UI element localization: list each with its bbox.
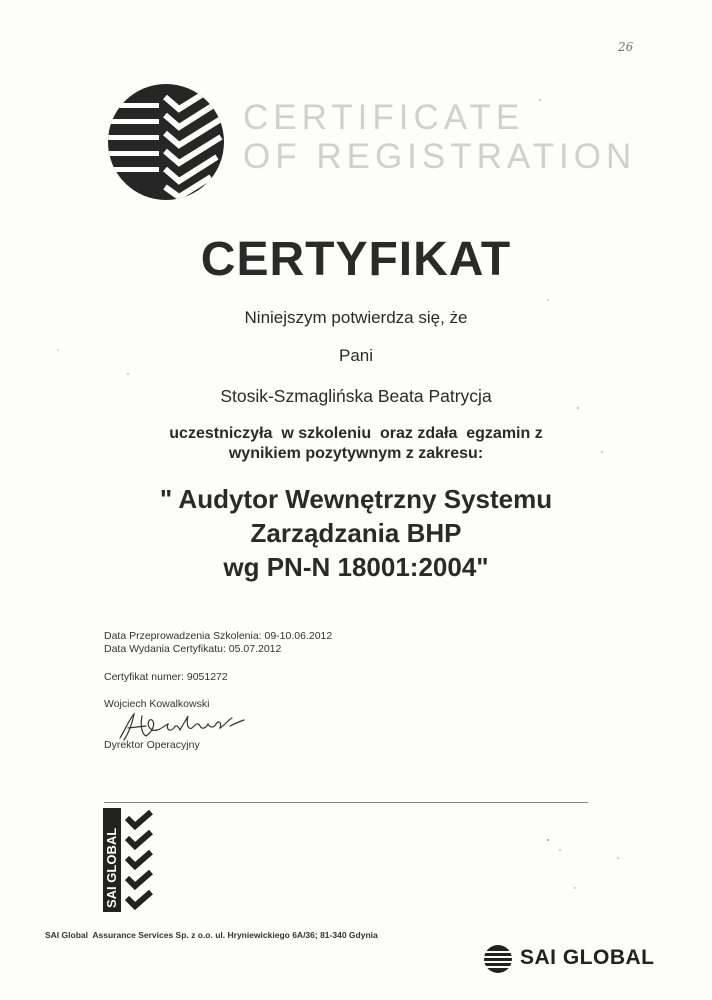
footer-address: SAI Global Assurance Services Sp. z o.o. ul. Hryniewickiego 6A/36; 81-340 Gdynia <box>45 930 378 940</box>
globe-icon <box>482 943 516 975</box>
registration-watermark <box>243 98 636 176</box>
certificate-number: Certyfikat numer: 9051272 <box>104 671 228 683</box>
course-line-3: wg PN-N 18001:2004" <box>223 552 489 582</box>
issue-date: Data Wydania Certyfikatu: 05.07.2012 <box>104 643 282 655</box>
badge-text: SAI GLOBAL <box>104 827 119 908</box>
completion-statement <box>0 424 712 464</box>
recipient-name: Stosik-Szmaglińska Beata Patrycja <box>220 386 492 406</box>
certificate-title: CERTYFIKAT <box>200 233 512 286</box>
certificate-emblem-logo <box>107 83 225 201</box>
salutation: Pani <box>338 346 374 365</box>
statement-line-1: uczestniczyła w szkoleniu oraz zdała egzamin z <box>169 425 543 442</box>
intro-text: Niniejszym potwierdza się, że <box>244 308 468 327</box>
statement-line-2: wynikiem pozytywnym z zakresu: <box>228 445 484 462</box>
divider-line <box>104 802 588 803</box>
sai-global-checkmark-badge <box>103 808 175 912</box>
footer-brand-logo <box>482 943 666 975</box>
footer-brand-name: SAI GLOBAL <box>520 946 655 969</box>
signatory-title: Dyrektor Operacyjny <box>104 739 200 751</box>
page-number: 26 <box>618 40 634 54</box>
course-line-1: " Audytor Wewnętrzny Systemu <box>159 484 553 514</box>
watermark-line-1: CERTIFICATE <box>243 98 525 137</box>
watermark-line-2: OF REGISTRATION <box>243 137 637 176</box>
signatory-name: Wojciech Kowalkowski <box>104 698 210 710</box>
training-dates: Data Przeprowadzenia Szkolenia: 09-10.06.2012 <box>104 630 333 642</box>
course-line-2: Zarządzania BHP <box>250 518 462 548</box>
course-title <box>0 482 712 584</box>
